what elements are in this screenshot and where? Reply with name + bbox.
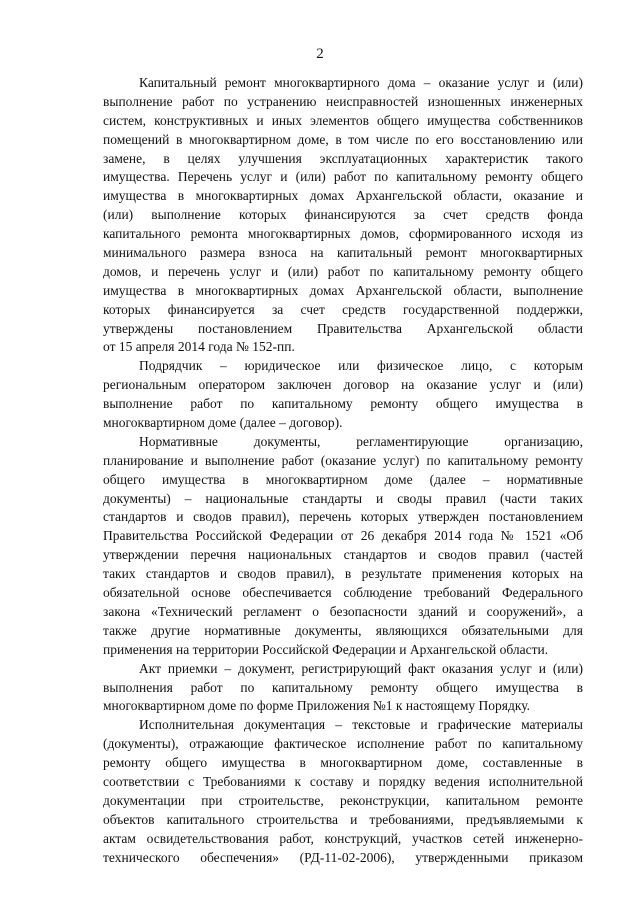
text-line: имущества. Перечень услуг и (или) работ по капитальному ремонту общего [103, 169, 583, 185]
text-line: Подрядчик – юридическое или физическое лицо, с которым [139, 358, 583, 374]
paragraph-normative-documents [103, 433, 583, 660]
text-line: технического обеспечения» (РД-11-02-2006), утвержденными приказом [103, 849, 583, 865]
text-line: также другие нормативные документы, являющихся обязательными для [103, 622, 583, 638]
text-line: ремонту общего имущества в многоквартирном доме, составленные в [103, 755, 583, 771]
text-line: актам освидетельствования работ, конструкций, участков сетей инженерно- [103, 830, 583, 846]
text-line: капитального ремонта многоквартирных домов, сформированного исходя из [103, 226, 583, 242]
text-line: многоквартирном доме по форме Приложения №1 к настоящему Порядку. [103, 698, 531, 714]
text-line: выполнения работ по капитальному ремонту общего имущества в [103, 679, 583, 695]
page-number: 2 [316, 46, 324, 62]
text-line: планирование и выполнение работ (оказание услуг) по капитальному ремонту [103, 452, 583, 468]
paragraph-contractor [103, 357, 583, 433]
text-line: общего имущества в многоквартирном доме (далее – нормативные [103, 471, 583, 487]
text-line: обязательной основе обеспечивается соблюдение требований Федерального [103, 585, 583, 601]
text-line: (документы), отражающие фактическое исполнение работ по капитальному [103, 736, 583, 752]
text-line: соответствии с Требованиями к составу и порядку ведения исполнительной [103, 773, 583, 789]
text-line: объектов капитального строительства и требованиями, предъявляемыми к [103, 811, 583, 827]
text-line: Капитальный ремонт многоквартирного дома – оказание услуг и (или) [139, 75, 583, 90]
text-line: утверждены постановлением Правительства Архангельской области [103, 320, 583, 336]
text-line: утверждении перечня национальных стандартов и сводов правил (частей [103, 547, 583, 563]
text-line: которых финансируется за счет средств государственной поддержки, [103, 301, 583, 317]
text-line: документации при строительстве, реконструкции, капитальном ремонте [103, 792, 583, 808]
text-line: (или) выполнение которых финансируются за счет средств фонда [103, 207, 583, 223]
text-line: региональным оператором заключен договор на оказание услуг и (или) [103, 377, 583, 393]
text-line: Акт приемки – документ, регистрирующий факт оказания услуг и (или) [139, 660, 583, 676]
text-line: минимального размера взноса на капитальный ремонт многоквартирных [103, 245, 583, 261]
text-line: стандартов и сводов правил), перечень которых утвержден постановлением [103, 509, 583, 525]
text-line: Исполнительная документация – текстовые и графические материалы [139, 717, 583, 733]
text-line: имущества в многоквартирных домах Архангельской области, оказание и [103, 188, 583, 204]
text-line: Правительства Российской Федерации от 26 декабря 2014 года № 1521 «Об [103, 528, 583, 544]
text-line: домов, и перечень услуг и (или) работ по капитальному ремонту общего [103, 263, 583, 279]
text-line: замене, в целях улучшения эксплуатационных характеристик такого [103, 150, 583, 166]
text-line: документы) – национальные стандарты и своды правил (части таких [103, 490, 583, 506]
text-line: применения на территории Российской Федерации и Архангельской области. [103, 641, 549, 657]
text-line: Нормативные документы, регламентирующие организацию, [139, 433, 583, 449]
text-line: помещений в многоквартирном доме, в том числе по его восстановлению или [103, 131, 583, 147]
text-line: выполнение работ по капитальному ремонту общего имущества в [103, 396, 583, 412]
paragraph-capital-repair [103, 74, 583, 357]
paragraph-executive-documentation [103, 716, 583, 867]
text-line: таких стандартов и сводов правил), в результате применения которых на [103, 566, 583, 582]
text-line: многоквартирном доме (далее – договор). [103, 415, 343, 431]
document-body [103, 74, 583, 867]
paragraph-acceptance-act [103, 660, 583, 717]
text-line: выполнение работ по устранению неисправностей изношенных инженерных [103, 93, 583, 109]
text-line: имущества в многоквартирных домах Архангельской области, выполнение [103, 282, 583, 298]
text-line: от 15 апреля 2014 года № 152-пп. [103, 339, 295, 355]
text-line: систем, конструктивных и иных элементов общего имущества собственников [103, 112, 583, 128]
text-line: закона «Технический регламент о безопасности зданий и сооружений», а [103, 603, 583, 619]
